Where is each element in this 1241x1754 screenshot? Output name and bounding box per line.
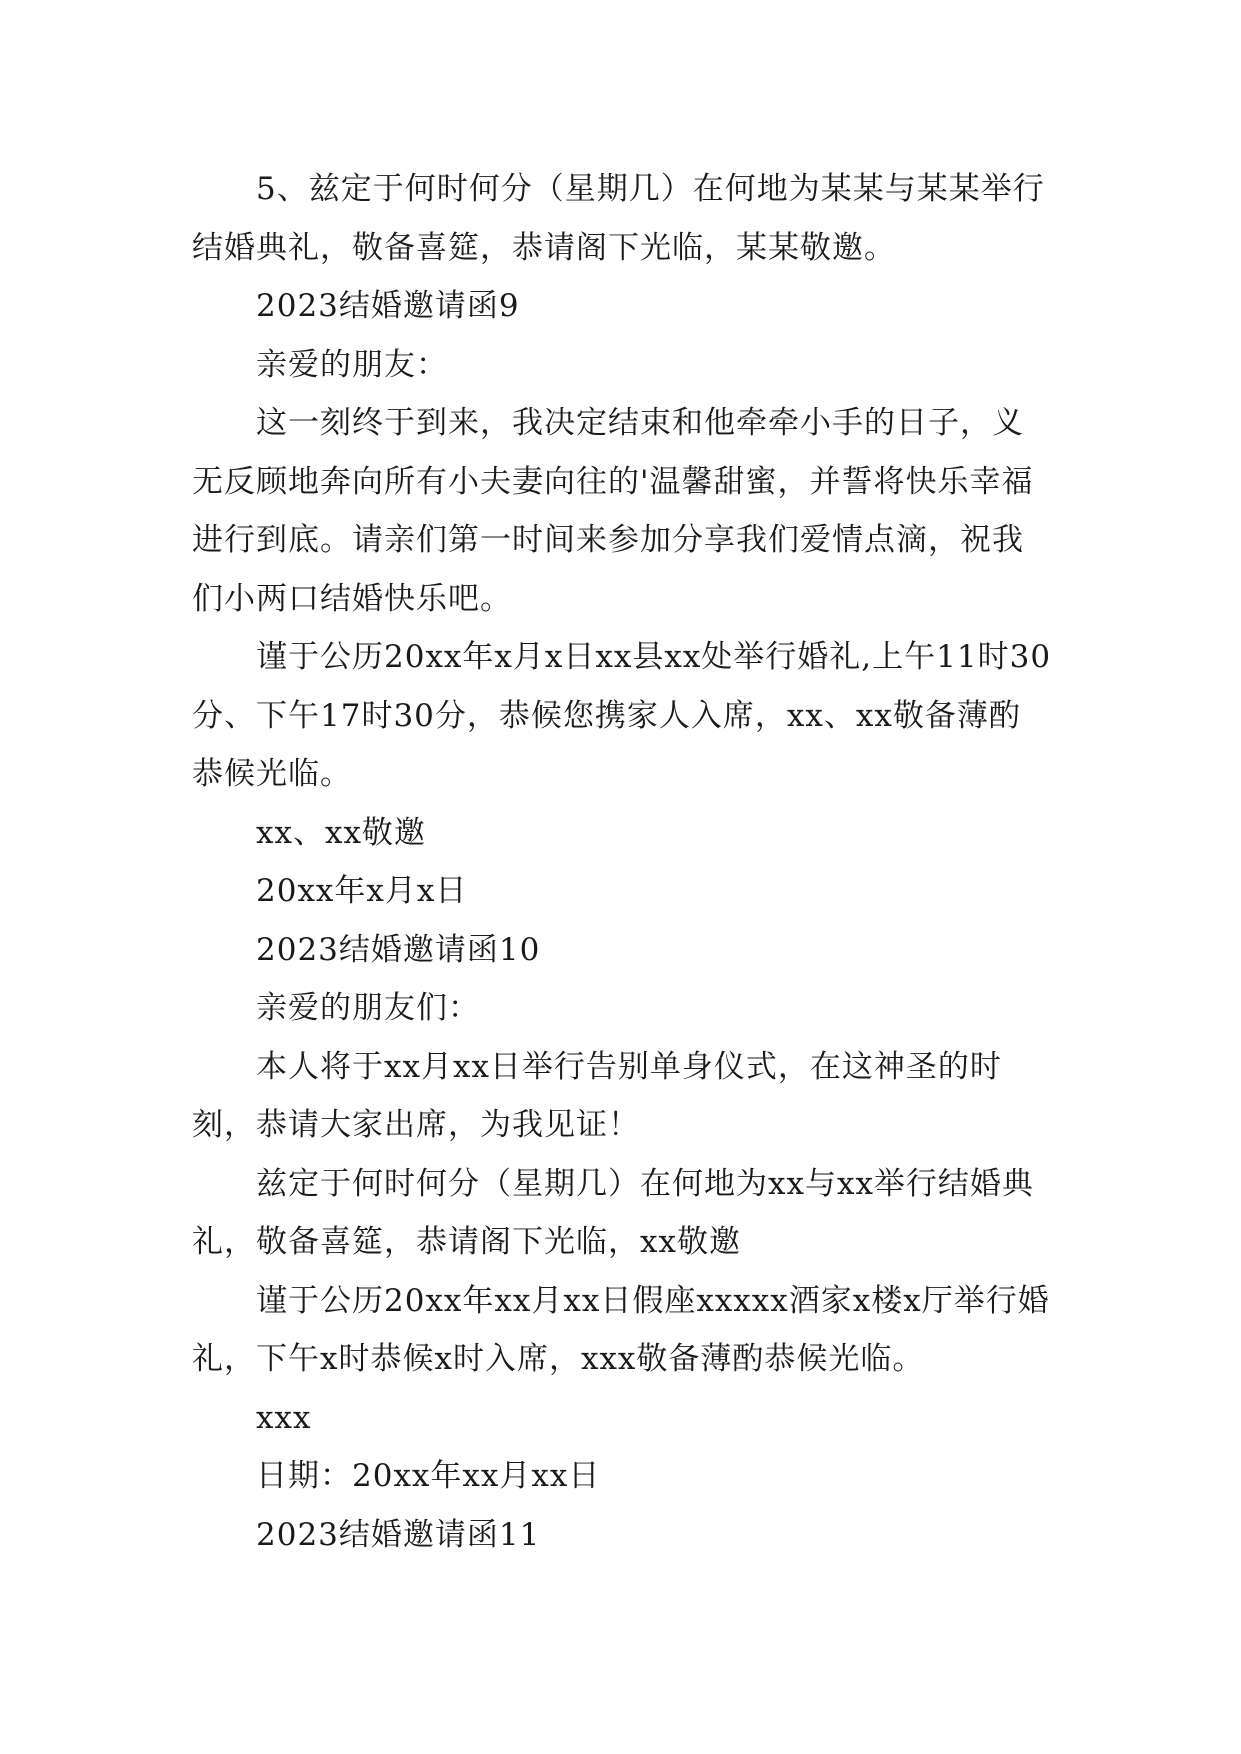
paragraph-10-body: 本人将于xx月xx日举行告别单身仪式，在这神圣的时刻，恭请大家出席，为我见证！ <box>192 1048 1002 1143</box>
signature-9: xx、xx敬邀 <box>256 814 426 851</box>
heading-invitation-11: 2023结婚邀请函11 <box>256 1516 541 1553</box>
heading-invitation-10: 2023结婚邀请函10 <box>256 931 541 968</box>
paragraph-9-body: 这一刻终于到来，我决定结束和他牵牵小手的日子，义无反顾地奔向所有小夫妻向往的'温馨甜蜜，并誓将快乐幸福进行到底。请亲们第一时间来参加分享我们爱情点滴，祝我们小两口结婚快乐吧。 <box>192 405 1034 617</box>
document-page <box>192 160 1052 1564</box>
signature-10: xxx <box>256 1399 312 1436</box>
paragraph-9-details: 谨于公历20xx年x月x日xx县xx处举行婚礼,上午11时30分、下午17时30分，恭候您携家人入席，xx、xx敬备薄酌恭候光临。 <box>192 639 1052 792</box>
greeting-10: 亲爱的朋友们： <box>256 990 480 1026</box>
date-9: 20xx年x月x日 <box>256 873 468 909</box>
date-10: 日期：20xx年xx月xx日 <box>256 1458 601 1494</box>
paragraph-10-details: 谨于公历20xx年xx月xx日假座xxxxx酒家x楼x厅举行婚礼，下午x时恭候x时入席，xxx敬备薄酌恭候光临。 <box>192 1282 1050 1377</box>
greeting-9: 亲爱的朋友： <box>256 346 448 383</box>
paragraph-invitation-5-text: 5、兹定于何时何分（星期几）在何地为某某与某某举行结婚典礼，敬备喜筵，恭请阁下光临，某某敬邀。 <box>192 171 1045 266</box>
paragraph-10-ceremony: 兹定于何时何分（星期几）在何地为xx与xx举行结婚典礼，敬备喜筵，恭请阁下光临，xx敬邀 <box>192 1165 1034 1260</box>
heading-invitation-9: 2023结婚邀请函9 <box>256 288 520 324</box>
